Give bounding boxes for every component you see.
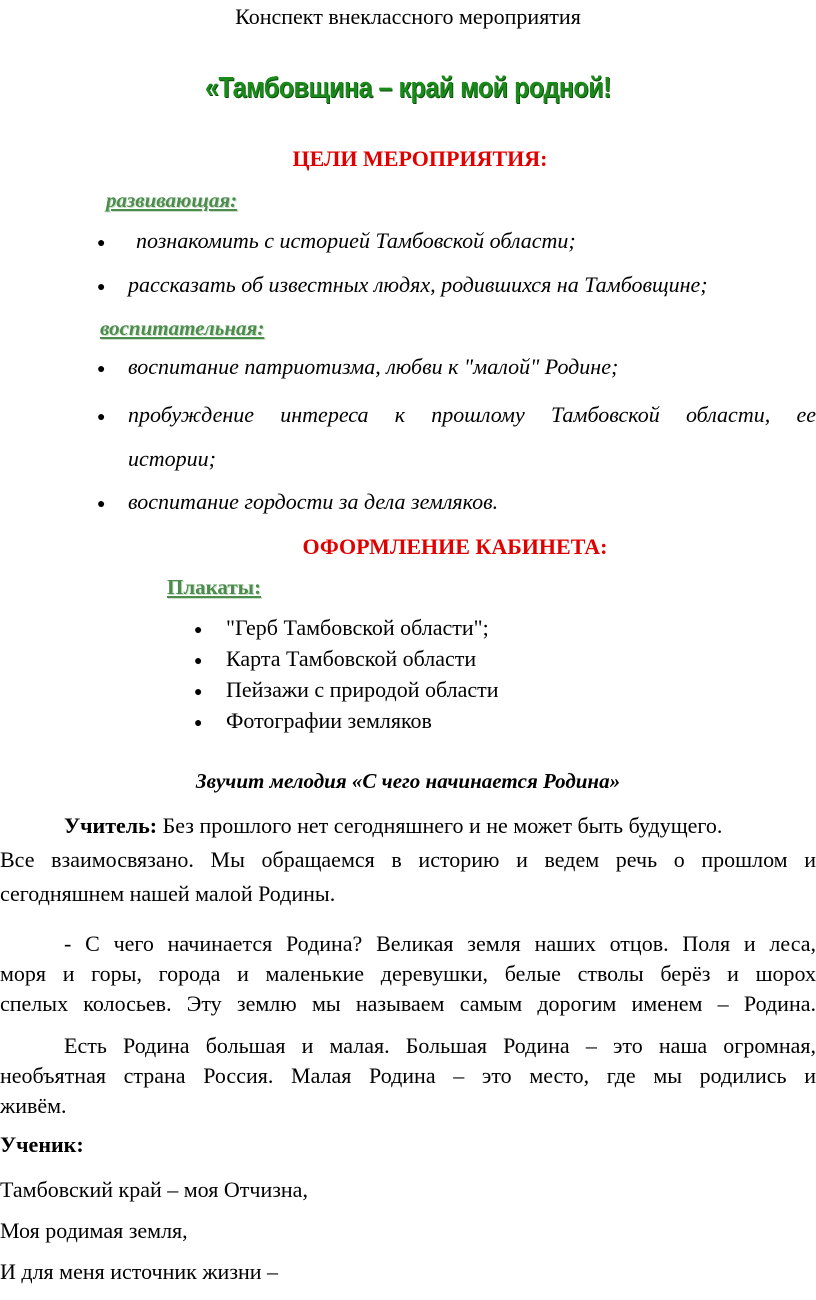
goal-item-continuation: истории;: [128, 446, 216, 471]
poster-item: Пейзажи с природой области: [226, 677, 499, 702]
design-heading: ОФОРМЛЕНИЕ КАБИНЕТА:: [302, 534, 608, 559]
goal-item: рассказать об известных людях, родившихся на Тамбовщине;: [128, 272, 708, 297]
poster-item: "Герб Тамбовской области";: [226, 615, 489, 640]
paragraph-3-line-3: живём.: [0, 1093, 67, 1118]
teacher-label: Учитель:: [64, 813, 158, 838]
poem-line: Моя родимая земля,: [0, 1218, 188, 1243]
event-title: «Тамбовщина – край мой родной!: [205, 72, 611, 104]
bullet-icon: ●: [97, 280, 106, 295]
bullet-icon: ●: [97, 236, 106, 251]
paragraph-3-line-1: Есть Родина большая и малая. Большая Родина – это наша огромная,: [64, 1033, 816, 1058]
teacher-line-1: [64, 813, 722, 839]
bullet-icon: ●: [194, 623, 203, 638]
paragraph-2-line-2: моря и горы, города и маленькие деревушки, белые стволы берёз и шорох: [0, 961, 816, 986]
goal-item: пробуждение интереса к прошлому Тамбовской области, ее: [128, 402, 816, 427]
bullet-icon: ●: [97, 497, 106, 512]
developing-label: развивающая:: [106, 188, 238, 212]
document-header: Конспект внеклассного мероприятия: [235, 4, 581, 29]
bullet-icon: ●: [194, 654, 203, 669]
goal-item: воспитание гордости за дела земляков.: [128, 489, 499, 514]
posters-label: Плакаты:: [167, 575, 262, 599]
paragraph-3-line-2: необъятная страна Россия. Малая Родина – это место, где мы родились и: [0, 1063, 816, 1088]
melody-note: Звучит мелодия «С чего начинается Родина»: [195, 769, 621, 793]
teacher-text: Без прошлого нет сегодняшнего и не может быть будущего.: [162, 813, 723, 838]
poster-item: Фотографии земляков: [226, 708, 432, 733]
poem-line: И для меня источник жизни –: [0, 1259, 279, 1284]
bullet-icon: ●: [194, 716, 203, 731]
goals-heading: ЦЕЛИ МЕРОПРИЯТИЯ:: [292, 146, 548, 171]
paragraph-2-line-1: - С чего начинается Родина? Великая земля наших отцов. Поля и леса,: [64, 931, 816, 956]
goal-item: познакомить с историей Тамбовской области;: [136, 228, 576, 253]
goal-item: воспитание патриотизма, любви к "малой" Родине;: [128, 354, 619, 379]
teacher-line-3: сегодняшнем нашей малой Родины.: [0, 881, 336, 906]
bullet-icon: ●: [194, 685, 203, 700]
paragraph-2-line-3: спелых колосьев. Эту землю мы называем самым дорогим именем – Родина.: [0, 991, 816, 1016]
teacher-line-2: Все взаимосвязано. Мы обращаемся в историю и ведем речь о прошлом и: [0, 847, 816, 872]
educational-label: воспитательная:: [100, 316, 265, 340]
bullet-icon: ●: [97, 410, 106, 425]
bullet-icon: ●: [97, 362, 106, 377]
student-label: Ученик:: [0, 1132, 84, 1157]
poem-line: Тамбовский край – моя Отчизна,: [0, 1177, 308, 1202]
poster-item: Карта Тамбовской области: [226, 646, 477, 671]
